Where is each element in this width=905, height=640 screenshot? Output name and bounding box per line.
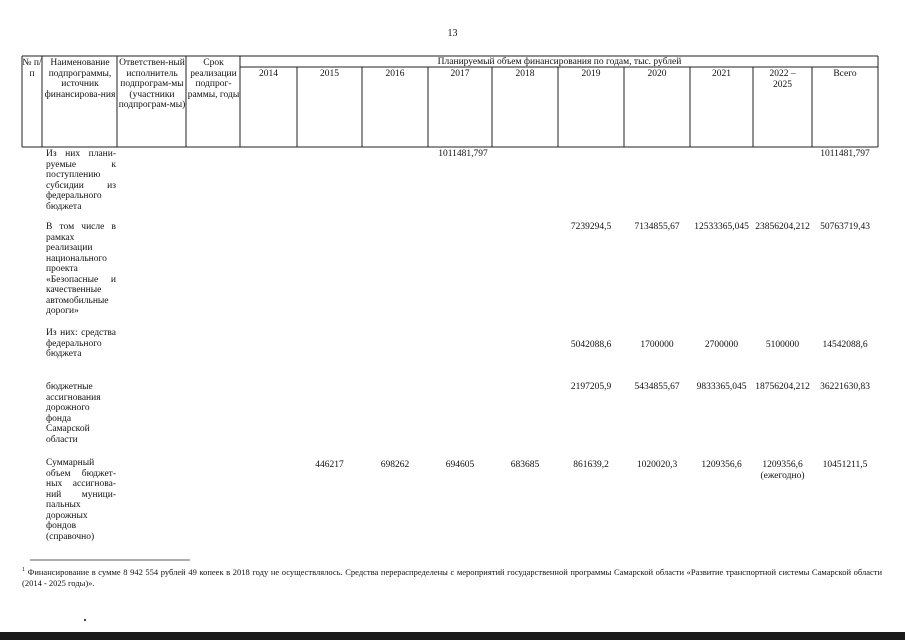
header-num: № п/п — [22, 58, 42, 79]
row-road-fund-2020: 5434855,67 — [634, 382, 680, 392]
header-year-2021: 2021 — [712, 69, 731, 79]
header-year-2022-2025: 2022 – 2025 — [769, 69, 796, 90]
row-federal-budget-2021: 2700000 — [704, 340, 739, 350]
header-year-2016: 2016 — [385, 69, 405, 79]
row-road-fund-2022-2025: 18756204,212 — [755, 382, 810, 392]
row-national-project-2022-2025: 23856204,212 — [755, 222, 810, 232]
row-municipal-funds-2015: 446217 — [315, 460, 344, 470]
row-municipal-funds-2020: 1020020,3 — [636, 460, 678, 470]
row-federal-budget-2019: 5042088,6 — [570, 340, 612, 350]
header-planned: Планируемый объем финансирования по годам, тыс. рублей — [437, 57, 682, 67]
row-label-federal-budget: Из них: средства федерального бюджета — [46, 328, 116, 359]
footnote-mark: 1 — [22, 567, 25, 573]
row-road-fund-2019: 2197205,9 — [570, 382, 612, 392]
header-year-2019: 2019 — [581, 69, 601, 79]
row-municipal-funds-2022-2025: 1209356,6 (ежегодно) — [760, 460, 805, 481]
row-federal-budget-total: 14542088,6 — [822, 340, 868, 350]
row-road-fund-2021: 9833365,045 — [696, 382, 747, 392]
scan-speck — [84, 619, 86, 621]
header-year-2020: 2020 — [647, 69, 667, 79]
footnote — [22, 565, 882, 589]
row-subsidies-2017: 1011481,797 — [438, 149, 488, 159]
row-national-project-2021: 12533365,045 — [694, 222, 749, 232]
header-year-2017: 2017 — [450, 69, 470, 79]
row-federal-budget-2020: 1700000 — [640, 340, 674, 350]
row-municipal-funds-2017: 694605 — [445, 460, 475, 470]
row-municipal-funds-2016: 698262 — [380, 460, 410, 470]
scan-bottom-edge — [0, 632, 905, 640]
row-municipal-funds-2021: 1209356,6 — [701, 460, 742, 470]
row-label-subsidies: Из них плани-руемые к поступлению субсидии из федерального бюджета — [46, 149, 116, 212]
row-label-national-project: В том числе в рамках реализации национального проекта «Безопасные и качественные автомобильные дороги» — [46, 222, 116, 316]
header-year-2014: 2014 — [259, 69, 278, 79]
row-municipal-funds-2018: 683685 — [510, 460, 540, 470]
row-municipal-funds-2019: 861639,2 — [573, 460, 609, 470]
header-name: Наименование подпрограммы, источник финансирова-ния — [44, 58, 116, 100]
header-total: Всего — [833, 69, 857, 79]
header-executor: Ответствен-ный исполнитель подпрограм-мы (участники подпрограм-мы) — [118, 58, 186, 110]
header-term: Срок реализации подпрог-раммы, годы — [187, 58, 240, 100]
row-road-fund-total: 36221630,83 — [820, 382, 870, 392]
header-year-2015: 2015 — [320, 69, 339, 79]
row-federal-budget-2022-2025: 5100000 — [765, 340, 800, 350]
row-label-municipal-funds: Суммарный объем бюджет-ных ассигнова-ний муници-пальных дорожных фондов (справочно) — [46, 458, 116, 542]
row-national-project-2019: 7239294,5 — [570, 222, 612, 232]
row-subsidies-total: 1011481,797 — [820, 149, 870, 159]
page-number: 13 — [447, 28, 458, 39]
row-national-project-total: 50763719,43 — [820, 222, 870, 232]
footnote-text: Финансирование в сумме 8 942 554 рублей 49 копеек в 2018 году не осуществлялось. Средства перераспределены с мероприятий государственной программы Самарской области «Развитие транспортной системы Самарской области (2014 - 2025 годы)». — [22, 566, 883, 588]
row-label-road-fund: бюджетные ассигнования дорожного фонда Самарской области — [46, 382, 101, 445]
header-year-2018: 2018 — [515, 69, 535, 79]
row-national-project-2020: 7134855,67 — [634, 222, 680, 232]
row-municipal-funds-total: 10451211,5 — [822, 460, 868, 470]
